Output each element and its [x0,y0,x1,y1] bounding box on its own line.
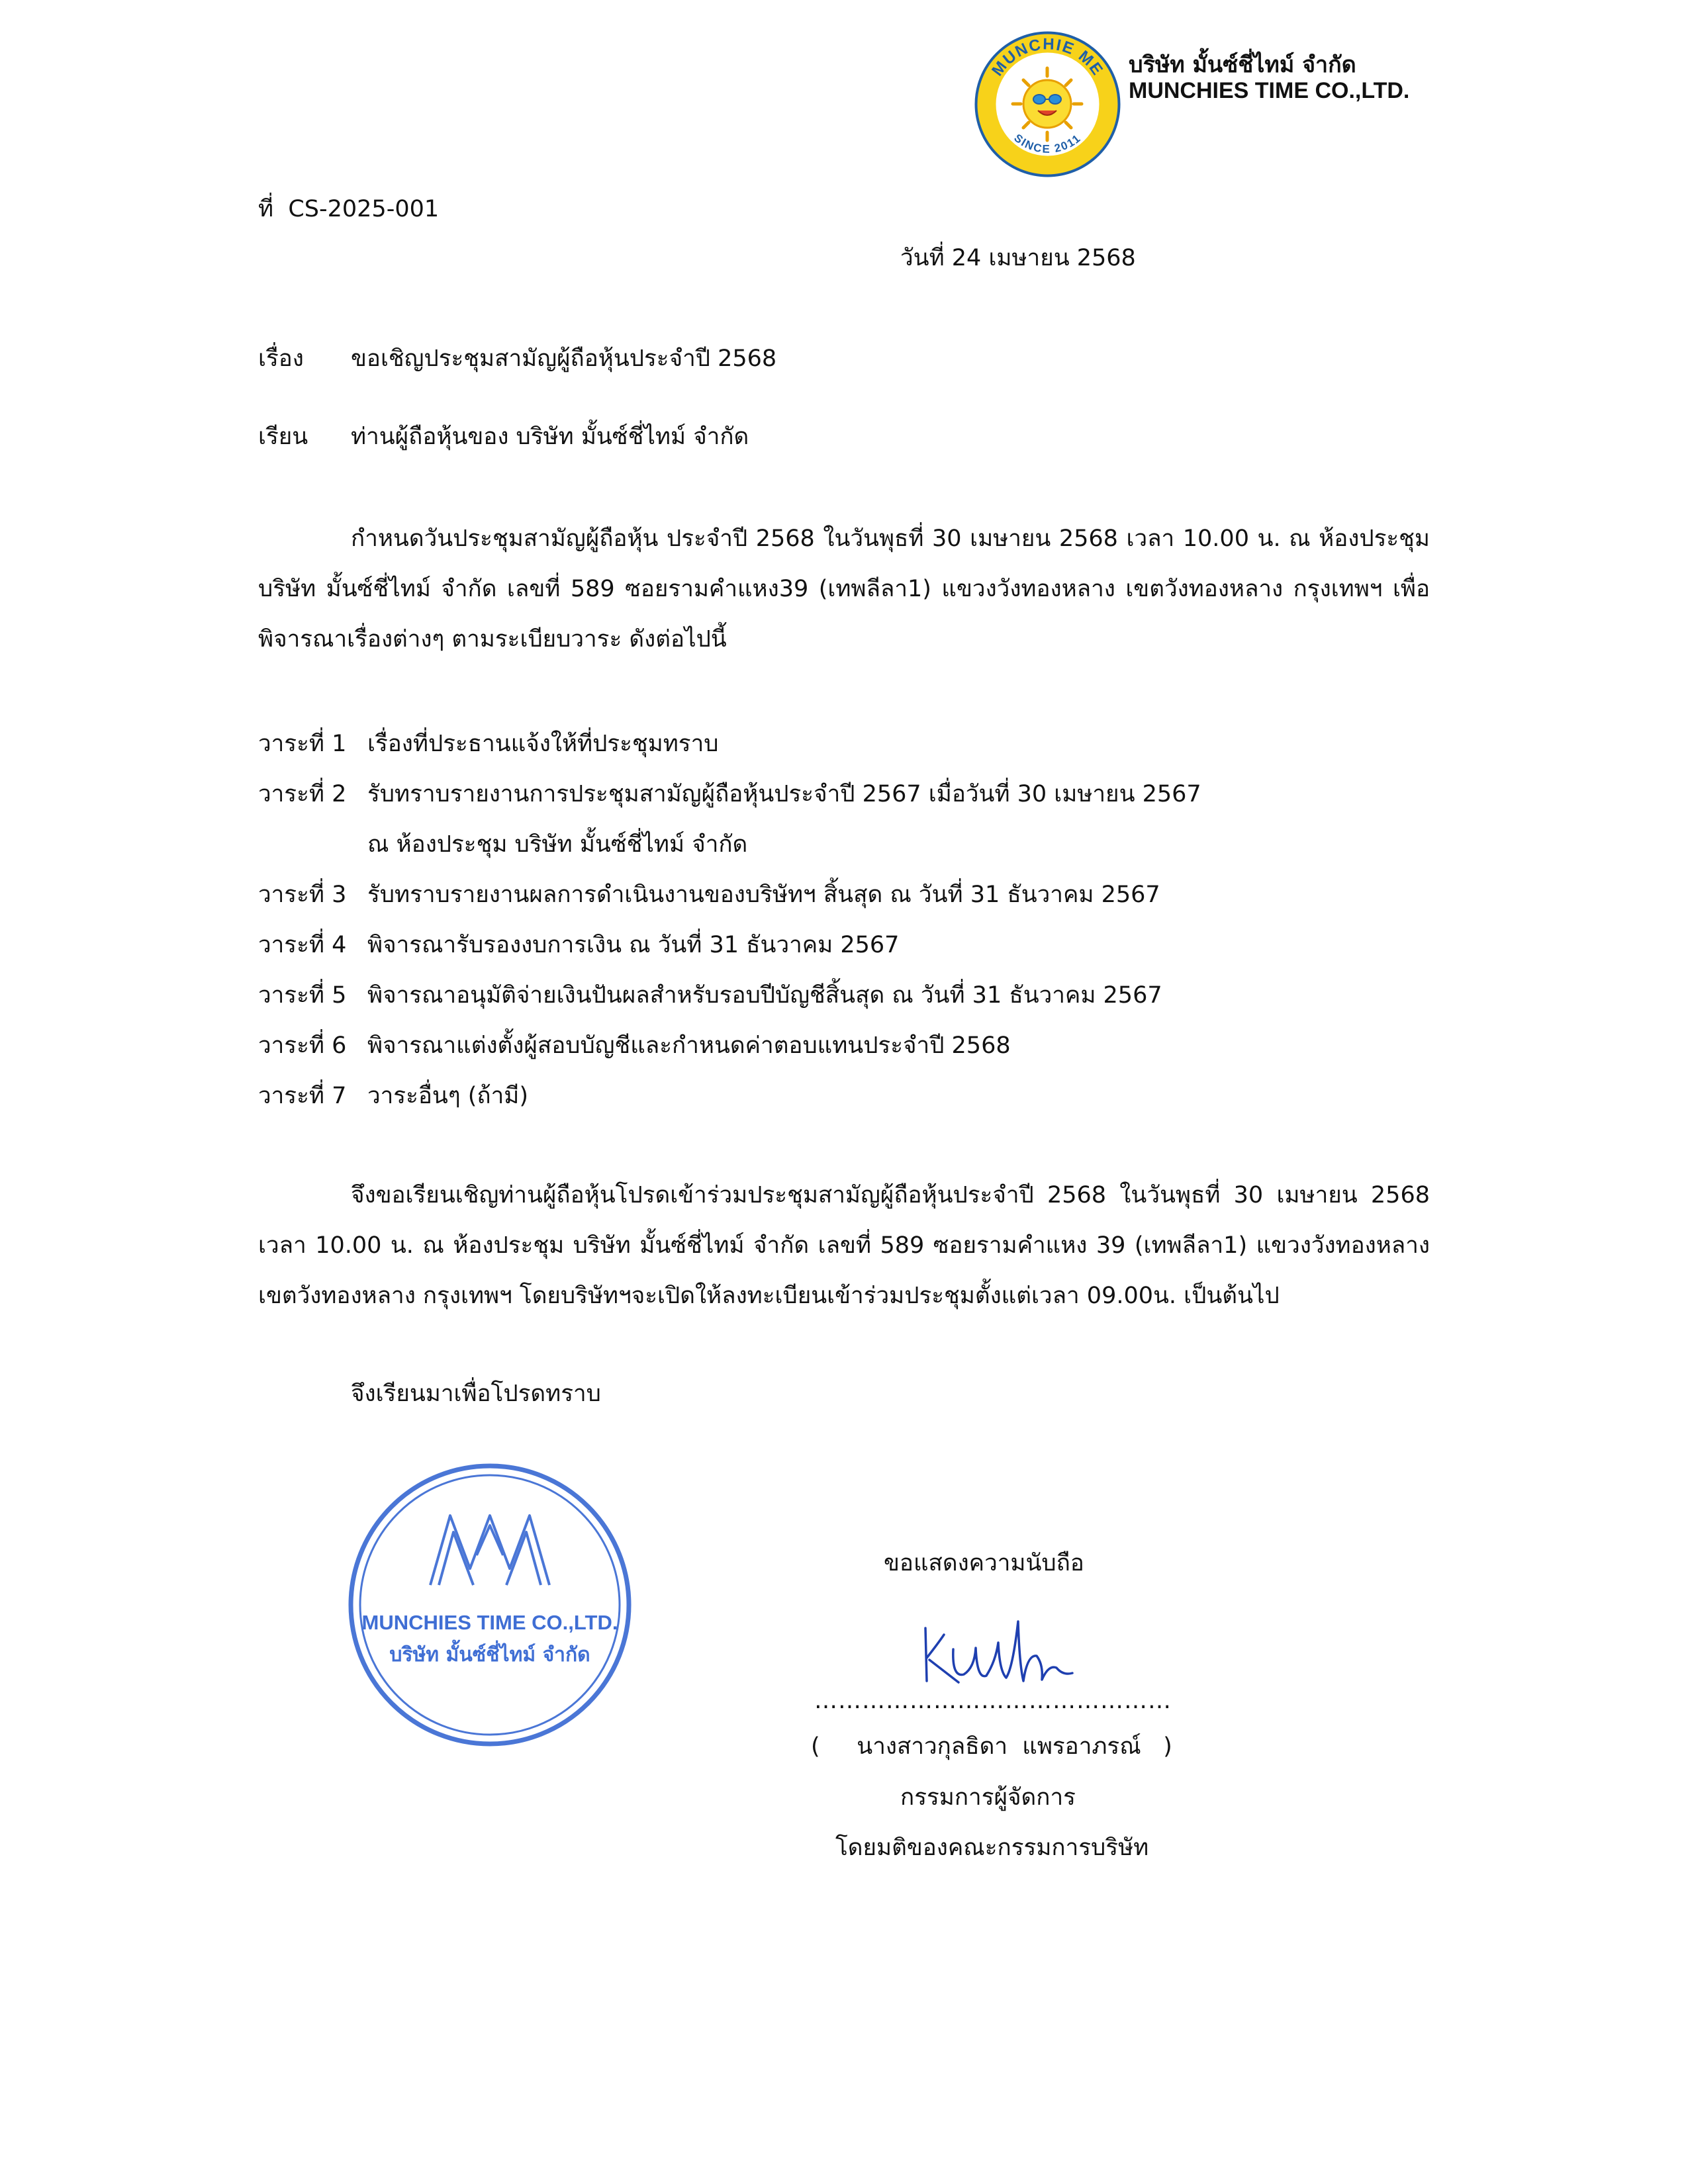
signer-name: ( นางสาวกุลธิดา แพรอาภรณ์ ) [811,1733,1172,1760]
agenda-text: เรื่องที่ประธานแจ้งให้ที่ประชุมทราบ [367,731,719,757]
reference-label: ที่ [258,196,274,222]
agenda-text: วาระอื่นๆ (ถ้ามี) [367,1083,529,1109]
agenda-text: พิจารณารับรองงบการเงิน ณ วันที่ 31 ธันวาคม 2567 [367,932,900,958]
intro-text: กำหนดวันประชุมสามัญผู้ถือหุ้น ประจำปี 2568 ในวันพุธที่ 30 เมษายน 2568 เวลา 10.00 น. ณ ห้องประชุม บริษัท มั้นซ์ชี่ไทม์ จำกัด เลขที่ 589 ซอยรามคำแหง39 (เทพลีลา1) แขวงวังทองหลาง เขตวังทองหลาง กรุงเทพฯ เพื่อพิจารณาเรื่องต่างๆ ตามระเบียบวาระ ดังต่อไปนี้ [258,525,1430,653]
to-text: ท่านผู้ถือหุ้นของ บริษัท มั้นซ์ชี่ไทม์ จำกัด [351,424,749,450]
company-logo [973,30,1122,179]
stamp-text-en: MUNCHIES TIME CO.,LTD. [361,1611,618,1634]
invitation-paragraph [258,1170,1430,1321]
company-stamp [341,1456,639,1754]
agenda-text: รับทราบรายงานการประชุมสามัญผู้ถือหุ้นประจำปี 2567 เมื่อวันที่ 30 เมษายน 2567 [367,781,1201,807]
agenda-no: วาระที่ 7 [258,1083,347,1109]
invitation-text: จึงขอเรียนเชิญท่านผู้ถือหุ้นโปรดเข้าร่วมประชุมสามัญผู้ถือหุ้นประจำปี 2568 ในวันพุธที่ 30 เมษายน 2568 เวลา 10.00 น. ณ ห้องประชุม บริษัท มั้นซ์ชี่ไทม์ จำกัด เลขที่ 589 ซอยรามคำแหง 39 (เทพลีลา1) แขวงวังทองหลาง เขตวังทองหลาง กรุงเทพฯ โดยบริษัทฯจะเปิดให้ลงทะเบียนเข้าร่วมประชุมตั้งแต่เวลา 09.00น. เป็นต้นไป [258,1182,1430,1309]
signer-authority: โดยมติของคณะกรรมการบริษัท [835,1835,1149,1861]
agenda-no: วาระที่ 4 [258,932,347,958]
handwritten-signature [907,1602,1079,1694]
letter-date: วันที่ 24 เมษายน 2568 [900,245,1136,271]
stamp-text-th: บริษัท มั้นซ์ชี่ไทม์ จำกัด [389,1643,590,1666]
closing-line: จึงเรียนมาเพื่อโปรดทราบ [351,1381,601,1407]
regards-text: ขอแสดงความนับถือ [884,1550,1084,1576]
subject-label: เรื่อง [258,345,304,372]
signer-title: กรรมการผู้จัดการ [900,1784,1076,1811]
agenda-no: วาระที่ 5 [258,982,347,1009]
intro-paragraph [258,514,1430,664]
logo-bottom-text: SINCE 2011 [1011,131,1084,156]
agenda-no: วาระที่ 1 [258,731,347,757]
agenda-text-continued: ณ ห้องประชุม บริษัท มั้นซ์ชี่ไทม์ จำกัด [367,831,748,858]
company-name-th: บริษัท มั้นซ์ชี่ไทม์ จำกัด [1129,52,1356,78]
to-label: เรียน [258,424,308,450]
agenda-text: รับทราบรายงานผลการดำเนินงานของบริษัทฯ สิ้นสุด ณ วันที่ 31 ธันวาคม 2567 [367,882,1160,908]
agenda-text: พิจารณาแต่งตั้งผู้สอบบัญชีและกำหนดค่าตอบแทนประจำปี 2568 [367,1032,1011,1059]
subject-text: ขอเชิญประชุมสามัญผู้ถือหุ้นประจำปี 2568 [351,345,777,372]
reference-number: CS-2025-001 [288,196,440,222]
company-name-en: MUNCHIES TIME CO.,LTD. [1129,78,1410,103]
agenda-text: พิจารณาอนุมัติจ่ายเงินปันผลสำหรับรอบปีบัญชีสิ้นสุด ณ วันที่ 31 ธันวาคม 2567 [367,982,1162,1009]
agenda-no: วาระที่ 6 [258,1032,347,1059]
signature-dots: ……………………………………… [814,1688,1172,1714]
logo-top-text: MUNCHIE ME [988,35,1107,79]
agenda-no: วาระที่ 2 [258,781,347,807]
reference-line [258,193,439,225]
stamp-logo-mark [430,1516,549,1585]
agenda-no: วาระที่ 3 [258,882,347,908]
